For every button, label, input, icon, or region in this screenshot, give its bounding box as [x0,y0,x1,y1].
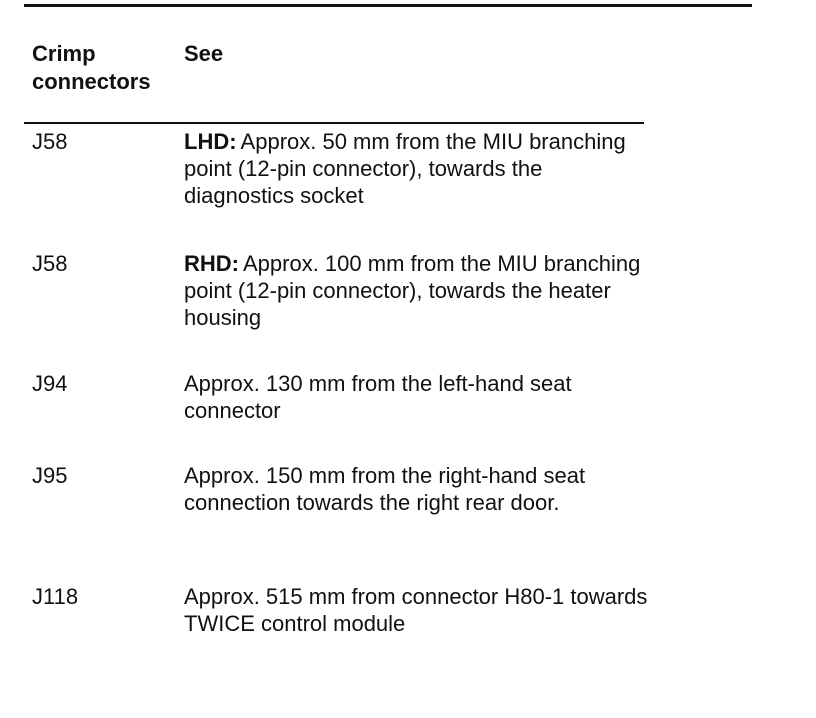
connector-location [184,462,654,516]
header-crimp-connectors: Crimp connectors [32,41,151,94]
location-text: Approx. 130 mm from the left-hand seat connector [184,371,572,423]
location-text: Approx. 100 mm from the MIU branching point (12-pin connector), towards the heater housing [184,251,641,330]
connector-code: J118 [32,584,79,609]
connector-location [184,128,654,209]
connector-location [184,370,654,424]
location-text: Approx. 515 mm from connector H80-1 towards TWICE control module [184,584,648,636]
header-see: See [184,41,224,66]
variant-prefix: LHD: [184,129,237,154]
connector-code: J58 [32,129,68,154]
connector-code: J95 [32,463,68,488]
variant-prefix: RHD: [184,251,239,276]
connector-location [184,583,654,637]
connector-location [184,250,654,331]
header-rule [24,122,644,124]
top-rule [24,4,752,7]
connector-code: J94 [32,371,68,396]
location-text: Approx. 50 mm from the MIU branching point (12-pin connector), towards the diagnostics socket [184,129,626,208]
connector-code: J58 [32,251,68,276]
location-text: Approx. 150 mm from the right-hand seat connection towards the right rear door. [184,463,586,515]
